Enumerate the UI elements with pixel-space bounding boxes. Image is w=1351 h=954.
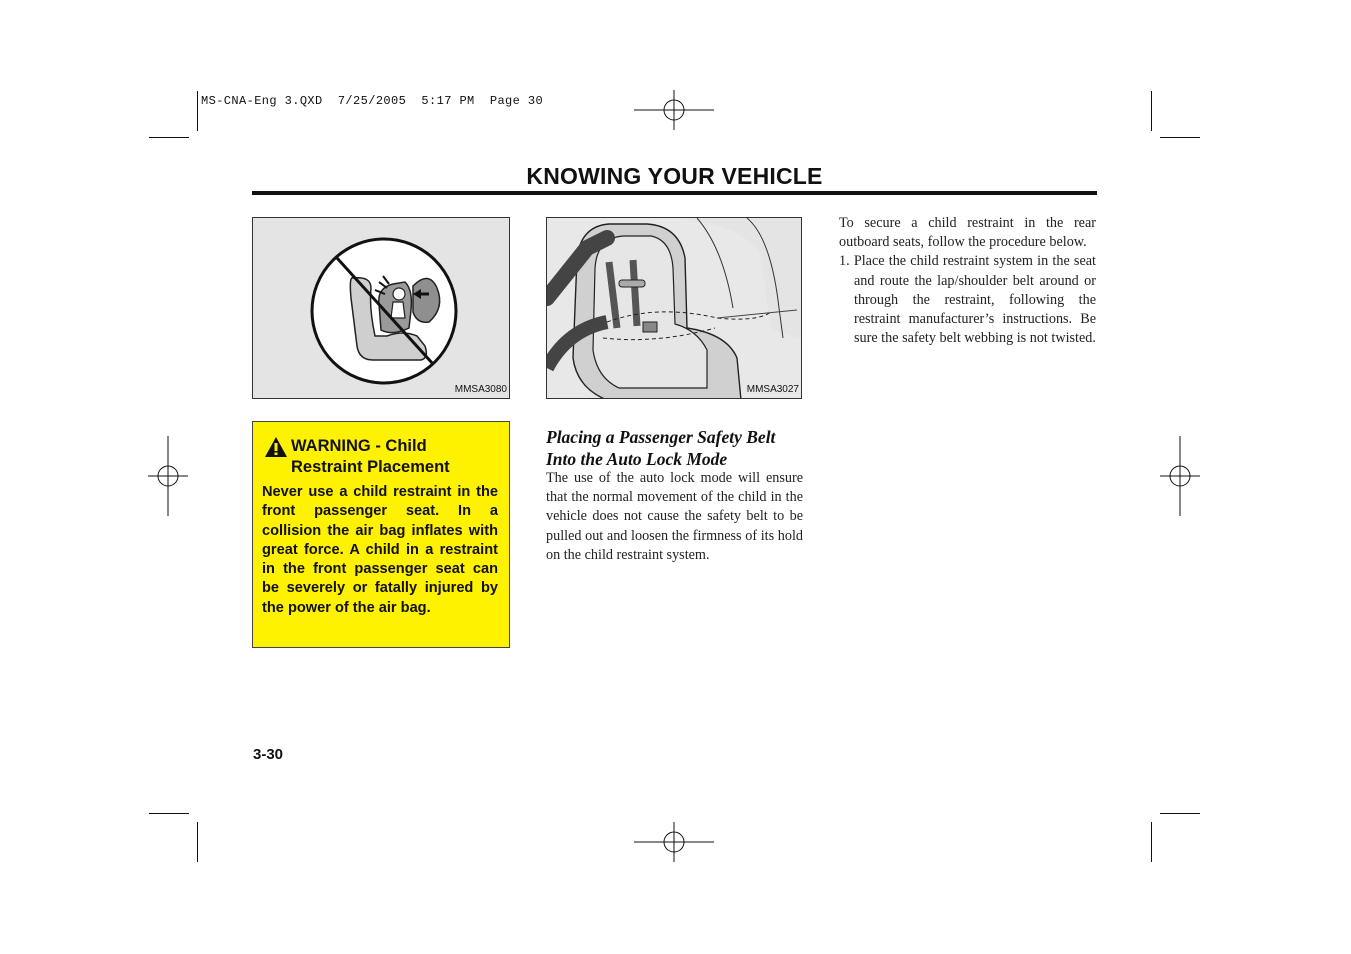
page-title: KNOWING YOUR VEHICLE	[526, 163, 823, 189]
registration-mark-right	[1160, 436, 1200, 516]
registration-mark-top	[634, 90, 714, 130]
figure-code: MMSA3080	[454, 384, 507, 395]
header-rule	[252, 191, 1097, 195]
right-column	[839, 214, 1096, 348]
warning-body: Never use a child restraint in the front passenger seat. In a collision the air bag inflates with great force. A child in a restraint in the front passenger seat can be severely or fatally injured by the power of the air bag.	[262, 484, 498, 616]
procedure-step: 1. Place the child restraint system in the seat and route the lap/shoulder belt around or through the restraint, following the restraint manufacturer’s instructions. Be sure the safety belt webbing is not twisted.	[839, 253, 1096, 347]
no-child-seat-airbag-icon	[253, 218, 510, 399]
warning-triangle-icon	[264, 436, 288, 458]
page-number: 3-30	[253, 746, 284, 763]
registration-mark-bottom	[634, 822, 714, 862]
registration-mark-left	[148, 436, 188, 516]
child-seat-belt-illustration	[547, 218, 802, 399]
section-heading: Placing a Passenger Safety Belt Into the Auto Lock Mode	[546, 427, 776, 469]
right-column-intro: To secure a child restraint in the rear outboard seats, follow the procedure below.	[839, 215, 1096, 251]
figure-child-seat-belt	[546, 217, 802, 399]
procedure-list	[839, 252, 1096, 348]
warning-title: WARNING - Child Restraint Placement	[291, 437, 450, 476]
figure-code: MMSA3027	[746, 384, 799, 395]
warning-box	[252, 421, 510, 648]
section-body: The use of the auto lock mode will ensure that the normal movement of the child in the vehicle does not cause the safety belt to be pulled out and loosen the firmness of its hold on the child restraint system.	[546, 470, 803, 563]
figure-no-child-seat	[252, 217, 510, 399]
print-slug: MS-CNA-Eng 3.QXD 7/25/2005 5:17 PM Page 30	[201, 94, 544, 108]
